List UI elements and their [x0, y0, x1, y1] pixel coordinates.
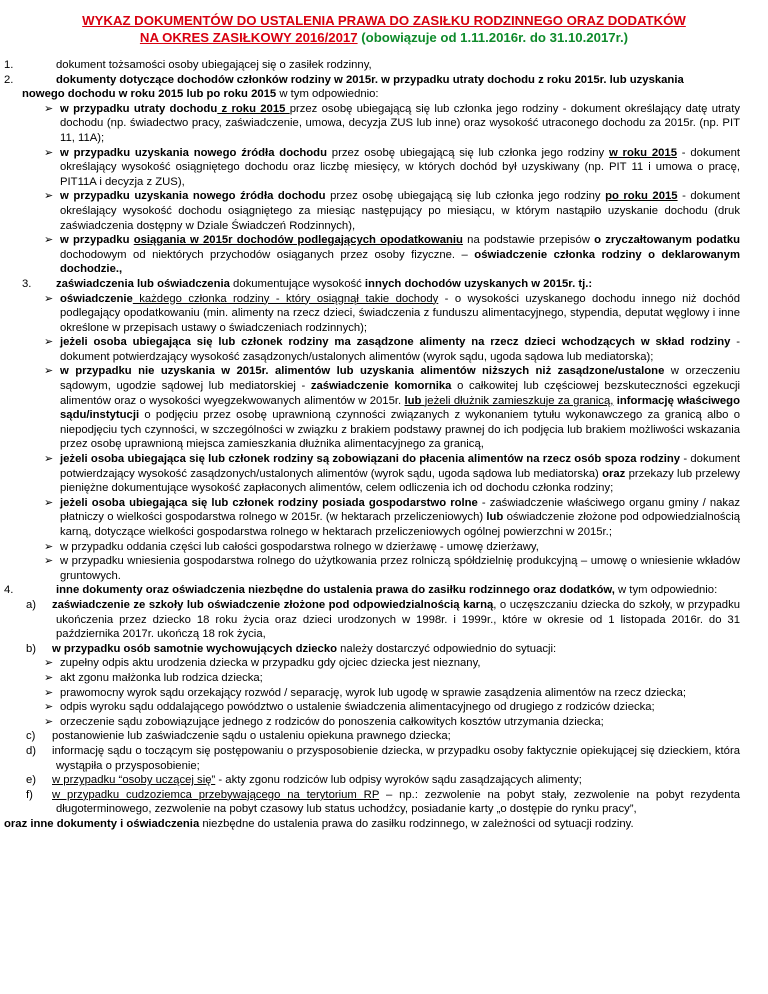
list-item: ➢ w przypadku utraty dochodu z roku 2015 przez osobę ubiegającą się lub członka jego rodziny - dokument określający datę utraty dochodu (np. świadectwo pracy, zaświadczenie, umowa, decyzja ZUS lub inne) oraz wysokość utraconego dochodu za 2015r. (np. PIT 11, 11A);: [44, 102, 740, 144]
list-item-1: 1. dokument tożsamości osoby ubiegającej się o zasiłek rodzinny,: [4, 59, 372, 71]
list-item-f: f) w przypadku cudzoziemca przebywającego na terytorium RP – np.: zezwolenie na pobyt stały, zezwolenie na pobyt rezydenta długoterminowego, zezwolenie na pobyt czasowy lub status uchodźcy, posiadanie karty „o dostępie do rynku pracy”,: [26, 788, 740, 816]
list-item: ➢ w przypadku wniesienia gospodarstwa rolnego do użytkowania przez rolniczą spółdzielnię produkcyjną – umowę o wniesienie wkładów gruntowych.: [44, 555, 740, 582]
list-item-a: a) zaświadczenie ze szkoły lub oświadczenie złożone pod odpowiedzialnością karną, o uczęszczaniu dziecka do szkoły, w przypadku ukończenia przez dziecko 18 roku życia oraz dzieci urodzonych w 1998r. i 1999r., które w okresie od 1 listopada 2016r. do 31 października 2017r. ukończą 18 rok życia,: [26, 598, 740, 641]
list-item: ➢ jeżeli osoba ubiegająca się lub członek rodziny ma zasądzone alimenty na rzecz dzieci wchodzących w skład rodziny - dokument potwierdzający wysokość zasądzonych/ustalonych alimentów (wyrok sądu, ugoda sądowa lub mediatorska);: [44, 336, 740, 363]
list-item-2-cont: nowego dochodu w roku 2015 lub po roku 2015 w tym odpowiednio:: [22, 88, 379, 101]
arrow-bullet-icon: ➢: [44, 686, 54, 699]
arrow-bullet-icon: ➢: [44, 102, 54, 115]
list-item: ➢ odpis wyroku sądu oddalającego powództwo o ustalenie świadczenia alimentacyjnego od drugiego z rodziców dziecka;: [44, 701, 655, 714]
closing-line: oraz inne dokumenty i oświadczenia niezbędne do ustalenia prawa do zasiłku rodzinnego, w zależności od sytuacji rodziny.: [4, 817, 634, 830]
title-line-1: WYKAZ DOKUMENTÓW DO USTALENIA PRAWA DO ZASIŁKU RODZINNEGO ORAZ DODATKÓW: [82, 13, 686, 28]
list-item: ➢ zupełny odpis aktu urodzenia dziecka w przypadku gdy ojciec dziecka jest nieznany,: [44, 657, 481, 670]
list-item: ➢ jeżeli osoba ubiegająca się lub członek rodziny posiada gospodarstwo rolne - zaświadczenie właściwego organu gminy / nakaz płatniczy o wielkości gospodarstwa rolnego w 2015r. (w hektarach przeliczeniowych) lub oświadczenie złożone pod odpowiedzialnością karną, dotyczące wielkości gospodarstwa rolnego w hektarach przeliczeniowych ogólnej powierzchni w 2015r.;: [44, 496, 740, 538]
list-item: ➢ w przypadku uzyskania nowego źródła dochodu przez osobę ubiegającą się lub członka jego rodziny w roku 2015 - dokument określający wysokość osiągniętego dochodu oraz liczbę miesięcy, w których dochód był uzyskiwany (np. PIT 11 i umowa o pracę, PIT11A i decyzja z ZUS),: [44, 146, 740, 188]
list-item: ➢ w przypadku oddania części lub całości gospodarstwa rolnego w dzierżawę - umowę dzierżawy,: [44, 540, 539, 553]
list-item-d: d) informację sądu o toczącym się postępowaniu o przysposobienie dziecka, w przypadku osoby faktycznie opiekującej się dzieckiem, która wystąpiła o przysposobienie;: [26, 744, 740, 772]
arrow-bullet-icon: ➢: [44, 555, 54, 568]
arrow-bullet-icon: ➢: [44, 540, 54, 553]
arrow-bullet-icon: ➢: [44, 190, 54, 203]
arrow-bullet-icon: ➢: [44, 146, 54, 159]
list-item-e: e) w przypadku “osoby uczącej się” - akty zgonu rodziców lub odpisy wyroków sądu zasądzających alimenty;: [26, 774, 582, 787]
arrow-bullet-icon: ➢: [44, 715, 54, 728]
list-item-4: 4. inne dokumenty oraz oświadczenia niezbędne do ustalenia prawa do zasiłku rodzinnego oraz dodatków, w tym odpowiednio:: [4, 584, 718, 597]
list-item: ➢ orzeczenie sądu zobowiązujące jednego z rodziców do ponoszenia całkowitych kosztów utrzymania dziecka;: [44, 715, 604, 728]
list-item: ➢ w przypadku osiągania w 2015r dochodów podlegających opodatkowaniu na podstawie przepisów o zryczałtowanym podatku dochodowym od niektórych przychodów osiąganych przez osoby fizyczne. – oświadczenie członka rodziny o deklarowanym dochodzie.,: [44, 234, 740, 276]
arrow-bullet-icon: ➢: [44, 701, 54, 714]
arrow-bullet-icon: ➢: [44, 496, 54, 509]
list-item: ➢ prawomocny wyrok sądu orzekający rozwód / separację, wyrok lub ugodę w sprawie zasądzenia alimentów na rzecz dziecka;: [44, 686, 687, 699]
page-title: [0, 12, 768, 46]
arrow-bullet-icon: ➢: [44, 336, 54, 349]
list-item-b: b) w przypadku osób samotnie wychowujących dziecko należy dostarczyć odpowiednio do sytuacji:: [26, 642, 557, 655]
list-item: ➢ jeżeli osoba ubiegająca się lub członek rodziny są zobowiązani do płacenia alimentów na rzecz osób spoza rodziny - dokument potwierdzający wysokość zasądzonych/ustalonych alimentów (wyrok sądu, ugoda sądowa lub mediatorska) oraz przekazy lub przelewy pieniężne dokumentujące wysokość zapłaconych alimentów, celem odliczenia ich od dochodu członka rodziny;: [44, 453, 740, 495]
arrow-bullet-icon: ➢: [44, 671, 54, 684]
list-item: ➢ w przypadku nie uzyskania w 2015r. alimentów lub uzyskania alimentów niższych niż zasądzone/ustalone w orzeczeniu sądowym, ugodzie sądowej lub mediatorskiej - zaświadczenie komornika o całkowitej lub częściowej bezskuteczności egzekucji alimentów oraz o wysokości wyegzekwowanych alimentów w 2015r. lub jeżeli dłużnik zamieszkuje za granicą, informację właściwego sądu/instytucji o podjęciu przez osobę uprawnioną czynności związanych z wykonaniem tytułu wykonawczego za granicą albo o niepodjęciu tych czynności, w szczególności w związku z brakiem podstawy prawnej do ich podjęcia lub brakiem możliwości wskazania przez osobę uprawnioną miejsca zamieszkania dłużnika alimentacyjnego za granicą,: [44, 365, 740, 451]
arrow-bullet-icon: ➢: [44, 657, 54, 670]
list-item: ➢ oświadczenie każdego członka rodziny - który osiągnął takie dochody - o wysokości uzyskanego dochodu innego niż dochód podlegający opodatkowaniu (min. alimenty na rzecz dzieci, świadczenia z funduszu alimentacyjnego, stypendia, deputat węglowy i inne określone w przepisach ustawy o świadczeniach rodzinnych);: [44, 292, 740, 334]
list-item-2: 2. dokumenty dotyczące dochodów członków rodziny w 2015r. w przypadku utraty dochodu z roku 2015r. lub uzyskania: [4, 73, 684, 86]
list-item: ➢ akt zgonu małżonka lub rodzica dziecka;: [44, 671, 263, 684]
title-line-2: NA OKRES ZASIŁKOWY 2016/2017: [139, 30, 358, 45]
list-item: ➢ w przypadku uzyskania nowego źródła dochodu przez osobę ubiegającą się lub członka jego rodziny po roku 2015 - dokument określający wysokość dochodu osiągniętego za miesiąc następujący po miesiącu, w którym nastąpiło uzyskanie dochodu (druk zaświadczenia dostępny w Dziale Świadczeń Rodzinnych),: [44, 190, 740, 232]
arrow-bullet-icon: ➢: [44, 234, 54, 247]
list-item-c: c) postanowienie lub zaświadczenie sądu o ustaleniu opiekuna prawnego dziecka;: [26, 730, 451, 743]
arrow-bullet-icon: ➢: [44, 453, 54, 466]
title-period: (obowiązuje od 1.11.2016r. do 31.10.2017r.): [361, 30, 629, 45]
list-item-3: 3. zaświadczenia lub oświadczenia dokumentujące wysokość innych dochodów uzyskanych w 2015r. tj.:: [22, 277, 593, 290]
arrow-bullet-icon: ➢: [44, 365, 54, 378]
document-body: [0, 58, 768, 831]
arrow-bullet-icon: ➢: [44, 292, 54, 305]
